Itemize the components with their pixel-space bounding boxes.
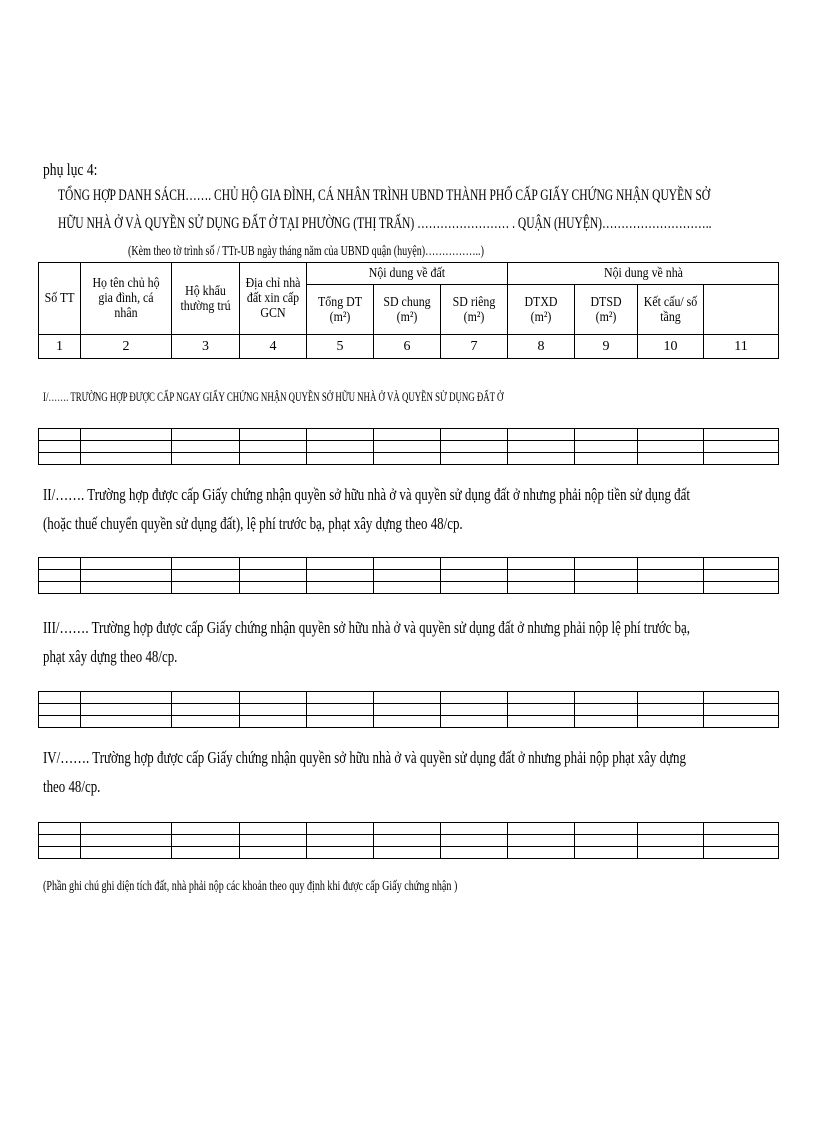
blank-cell [704, 716, 779, 728]
section-2-heading: II/……. Trường hợp được cấp Giấy chứng nhận quyền sở hữu nhà ở và quyền sử dụng đất ở nhưng phải nộp tiền sử dụng đất (hoặc thuế chuyển quyền sử dụng đất), lệ phí trước bạ, phạt xây dựng theo 48/cp. [43, 485, 690, 533]
blank-cell [39, 847, 81, 859]
blank-cell [39, 570, 81, 582]
section-4-blank-grid [38, 822, 779, 859]
blank-cell [307, 429, 374, 441]
blank-cell [638, 453, 704, 465]
appendix-label: phụ lục 4: [43, 160, 98, 179]
blank-cell [307, 441, 374, 453]
blank-cell [307, 823, 374, 835]
title-line-2: HỮU NHÀ Ở VÀ QUYỀN SỬ DỤNG ĐẤT Ở TẠI PHƯỜNG (THỊ TRẤN) …………………… . QUẬN (HUYỆN)……………………….. [58, 215, 712, 232]
blank-cell [81, 692, 172, 704]
blank-cell [172, 441, 240, 453]
blank-cell [39, 429, 81, 441]
title-line-1: TỔNG HỢP DANH SÁCH……. CHỦ HỘ GIA ĐÌNH, CÁ NHÂN TRÌNH UBND THÀNH PHỐ CẤP GIẤY CHỨNG NHẬN QUYỀN SỞ [58, 187, 711, 204]
blank-cell [508, 823, 575, 835]
blank-cell [441, 570, 508, 582]
blank-cell [508, 558, 575, 570]
blank-cell [81, 704, 172, 716]
blank-cell [240, 716, 307, 728]
blank-row [39, 716, 779, 728]
blank-cell [39, 558, 81, 570]
blank-cell [81, 453, 172, 465]
blank-cell [575, 570, 638, 582]
blank-cell [307, 847, 374, 859]
blank-cell [441, 453, 508, 465]
blank-cell [81, 835, 172, 847]
blank-cell [508, 570, 575, 582]
blank-cell [172, 704, 240, 716]
blank-row [39, 582, 779, 594]
col-owner-name: Họ tên chủ hộ gia đình, cá nhân [81, 263, 172, 335]
blank-cell [81, 558, 172, 570]
col-number: 9 [575, 335, 638, 359]
blank-cell [172, 823, 240, 835]
blank-cell [575, 429, 638, 441]
blank-cell [374, 582, 441, 594]
group-house: Nội dung về nhà [508, 263, 779, 285]
blank-cell [39, 704, 81, 716]
col-private-area: SD riêng (m²) [441, 285, 508, 335]
blank-cell [81, 429, 172, 441]
blank-cell [39, 716, 81, 728]
blank-cell [307, 716, 374, 728]
blank-row [39, 441, 779, 453]
blank-cell [240, 453, 307, 465]
blank-cell [704, 704, 779, 716]
blank-cell [508, 453, 575, 465]
blank-cell [307, 835, 374, 847]
blank-cell [81, 570, 172, 582]
blank-cell [374, 453, 441, 465]
col-number: 4 [240, 335, 307, 359]
col-build-area: DTXD (m²) [508, 285, 575, 335]
blank-cell [240, 558, 307, 570]
blank-cell [172, 847, 240, 859]
blank-cell [374, 441, 441, 453]
col-number: 7 [441, 335, 508, 359]
blank-cell [39, 441, 81, 453]
blank-cell [638, 570, 704, 582]
blank-cell [704, 582, 779, 594]
blank-cell [704, 847, 779, 859]
blank-cell [39, 835, 81, 847]
blank-cell [638, 716, 704, 728]
blank-cell [704, 835, 779, 847]
blank-cell [638, 582, 704, 594]
blank-cell [172, 716, 240, 728]
blank-cell [441, 692, 508, 704]
blank-cell [704, 441, 779, 453]
col-shared-area: SD chung (m²) [374, 285, 441, 335]
col-number: 1 [39, 335, 81, 359]
blank-cell [441, 558, 508, 570]
blank-cell [172, 429, 240, 441]
blank-cell [172, 570, 240, 582]
blank-cell [441, 835, 508, 847]
blank-cell [638, 704, 704, 716]
blank-cell [240, 429, 307, 441]
col-number: 3 [172, 335, 240, 359]
col-residence: Hộ khẩu thường trú [172, 263, 240, 335]
blank-row [39, 704, 779, 716]
blank-cell [575, 558, 638, 570]
blank-cell [307, 558, 374, 570]
blank-cell [638, 823, 704, 835]
blank-cell [240, 441, 307, 453]
col-stt: Số TT [39, 263, 81, 335]
blank-cell [441, 823, 508, 835]
col-number: 2 [81, 335, 172, 359]
blank-cell [508, 704, 575, 716]
blank-cell [172, 558, 240, 570]
col-number: 8 [508, 335, 575, 359]
attachment-note: (Kèm theo tờ trình số / TTr-UB ngày tháng năm của UBND quận (huyện)……………..) [128, 244, 484, 259]
blank-cell [638, 441, 704, 453]
blank-cell [374, 835, 441, 847]
blank-cell [704, 823, 779, 835]
blank-cell [441, 704, 508, 716]
blank-cell [81, 823, 172, 835]
blank-row [39, 429, 779, 441]
blank-cell [575, 716, 638, 728]
blank-cell [81, 441, 172, 453]
blank-row [39, 835, 779, 847]
blank-cell [441, 441, 508, 453]
section-3-blank-grid [38, 691, 779, 728]
col-number: 10 [638, 335, 704, 359]
blank-cell [172, 835, 240, 847]
blank-cell [441, 582, 508, 594]
col-total-area: Tổng DT (m²) [307, 285, 374, 335]
blank-cell [307, 692, 374, 704]
blank-cell [307, 453, 374, 465]
col-use-area: DTSD (m²) [575, 285, 638, 335]
blank-row [39, 823, 779, 835]
blank-cell [508, 441, 575, 453]
blank-cell [240, 704, 307, 716]
blank-cell [374, 558, 441, 570]
blank-cell [638, 558, 704, 570]
blank-row [39, 453, 779, 465]
blank-cell [240, 692, 307, 704]
blank-cell [307, 582, 374, 594]
blank-cell [172, 453, 240, 465]
footnote: (Phần ghi chú ghi diện tích đất, nhà phải nộp các khoản theo quy định khi được cấp Giấy chứng nhận ) [43, 879, 458, 894]
section-3-heading: III/……. Trường hợp được cấp Giấy chứng nhận quyền sở hữu nhà ở và quyền sử dụng đất ở nhưng phải nộp lệ phí trước bạ, phạt xây dựng theo 48/cp. [43, 618, 690, 666]
section-1-heading: I/……. TRƯỜNG HỢP ĐƯỢC CẤP NGAY GIẤY CHỨNG NHẬN QUYỀN SỞ HỮU NHÀ Ở VÀ QUYỀN SỬ DỤNG ĐẤT Ở [43, 389, 504, 404]
col-address: Địa chỉ nhà đất xin cấp GCN [240, 263, 307, 335]
blank-cell [39, 823, 81, 835]
blank-cell [575, 823, 638, 835]
group-land: Nội dung về đất [307, 263, 508, 285]
blank-cell [704, 429, 779, 441]
blank-cell [638, 835, 704, 847]
blank-row [39, 570, 779, 582]
section-2-blank-grid [38, 557, 779, 594]
blank-cell [374, 823, 441, 835]
col-structure: Kết cấu/ số tầng [638, 285, 704, 335]
blank-cell [704, 453, 779, 465]
blank-cell [575, 835, 638, 847]
section-1-blank-grid [38, 428, 779, 465]
blank-cell [81, 716, 172, 728]
blank-row [39, 692, 779, 704]
blank-row [39, 847, 779, 859]
blank-cell [374, 692, 441, 704]
blank-cell [81, 847, 172, 859]
blank-cell [374, 716, 441, 728]
section-4-heading: IV/……. Trường hợp được cấp Giấy chứng nhận quyền sở hữu nhà ở và quyền sử dụng đất ở nhưng phải nộp phạt xây dựng theo 48/cp. [43, 748, 686, 796]
blank-cell [704, 558, 779, 570]
blank-cell [508, 835, 575, 847]
blank-cell [638, 429, 704, 441]
blank-cell [240, 570, 307, 582]
blank-cell [374, 429, 441, 441]
blank-cell [240, 823, 307, 835]
blank-cell [508, 716, 575, 728]
blank-cell [575, 847, 638, 859]
col-number: 5 [307, 335, 374, 359]
blank-cell [240, 582, 307, 594]
blank-cell [508, 429, 575, 441]
blank-cell [704, 692, 779, 704]
blank-cell [575, 453, 638, 465]
blank-cell [39, 582, 81, 594]
blank-cell [575, 704, 638, 716]
blank-cell [575, 441, 638, 453]
blank-cell [508, 847, 575, 859]
blank-cell [39, 453, 81, 465]
blank-cell [441, 847, 508, 859]
blank-row [39, 558, 779, 570]
blank-cell [240, 847, 307, 859]
blank-cell [638, 847, 704, 859]
blank-cell [172, 582, 240, 594]
blank-cell [575, 582, 638, 594]
blank-cell [638, 692, 704, 704]
blank-cell [441, 716, 508, 728]
blank-cell [374, 570, 441, 582]
blank-cell [240, 835, 307, 847]
blank-cell [374, 847, 441, 859]
blank-cell [441, 429, 508, 441]
blank-cell [307, 570, 374, 582]
blank-cell [307, 704, 374, 716]
blank-cell [81, 582, 172, 594]
blank-cell [172, 692, 240, 704]
blank-cell [508, 692, 575, 704]
blank-cell [704, 570, 779, 582]
blank-cell [508, 582, 575, 594]
col-number: 11 [704, 335, 779, 359]
blank-cell [39, 692, 81, 704]
blank-cell [575, 692, 638, 704]
blank-cell [374, 704, 441, 716]
col-number: 6 [374, 335, 441, 359]
summary-header-table [38, 262, 779, 359]
